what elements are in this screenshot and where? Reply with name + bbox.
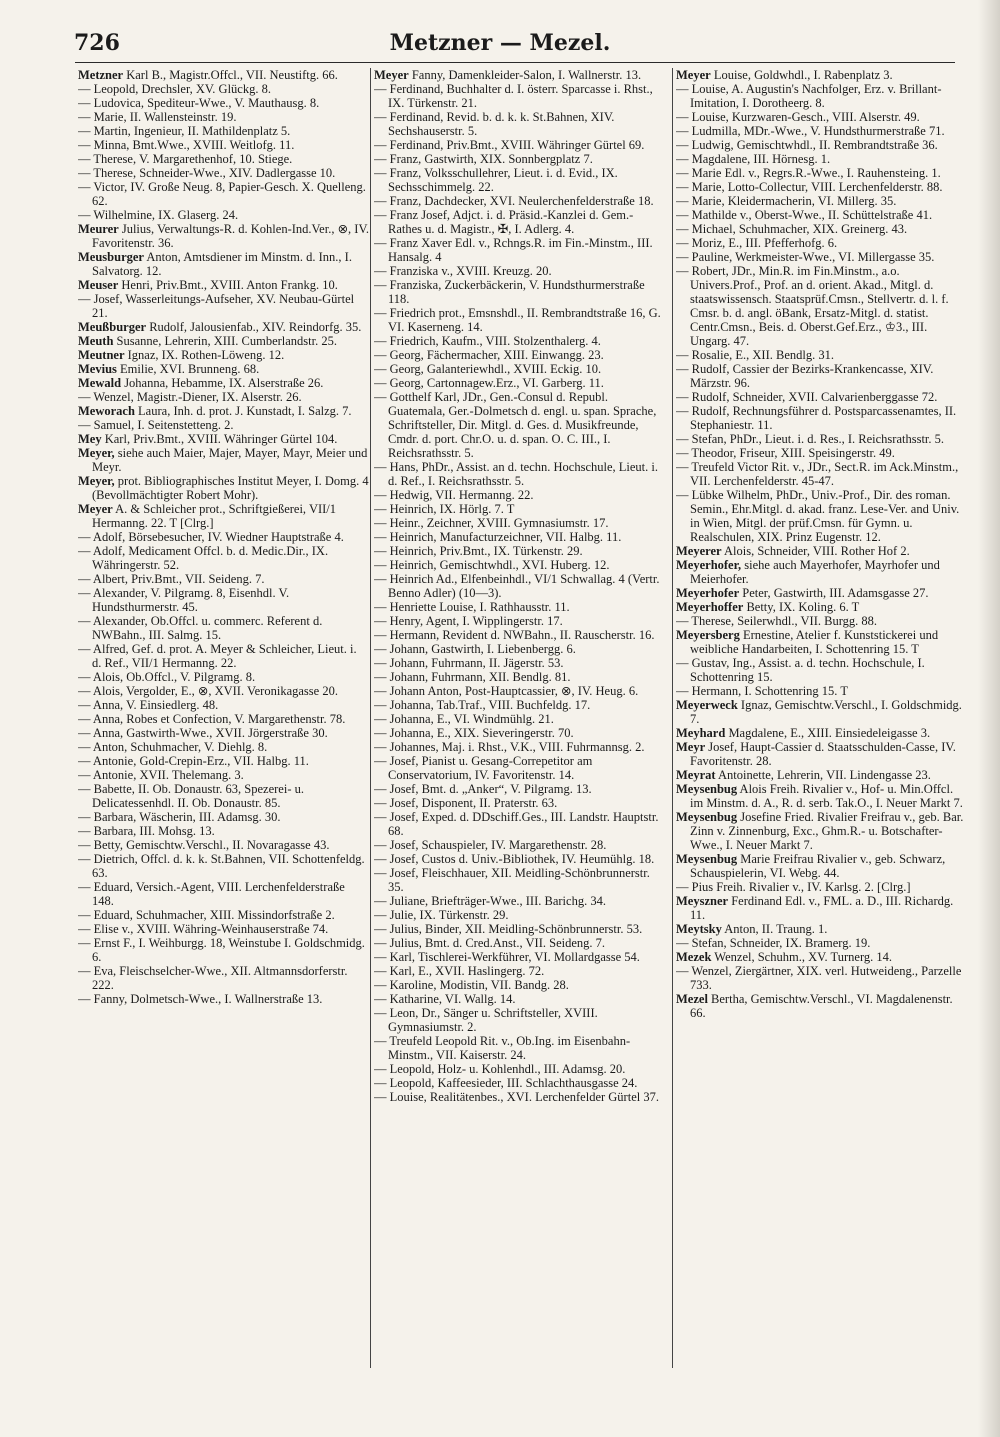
- entry-surname: Metzner: [78, 68, 124, 82]
- directory-entry: — Franziska, Zuckerbäckerin, V. Hundsthurmerstraße 118.: [374, 278, 645, 306]
- entry-surname: Mezek: [676, 950, 712, 964]
- directory-entry: — Therese, Schneider-Wwe., XIV. Dadlergasse 10.: [78, 166, 336, 180]
- directory-entry: — Ludmilla, MDr.-Wwe., V. Hundsthurmerstraße 71.: [676, 124, 945, 138]
- directory-entry: Meyersberg Ernestine, Atelier f. Kunststickerei und weibliche Handarbeiten, I. Schottenring 15. T: [676, 628, 939, 656]
- directory-entry: — Johann, Fuhrmann, XII. Bendlg. 81.: [374, 670, 571, 684]
- entry-surname: Mevius: [78, 362, 117, 376]
- directory-entry: — Albert, Priv.Bmt., VII. Seideng. 7.: [78, 572, 265, 586]
- directory-entry: Meyer Fanny, Damenkleider-Salon, I. Wallnerstr. 13.: [374, 68, 642, 82]
- directory-entry: — Julius, Binder, XII. Meidling-Schönbrunnerstr. 53.: [374, 922, 643, 936]
- entry-surname: Mewald: [78, 376, 122, 390]
- entry-surname: Meyersberg: [676, 628, 740, 642]
- directory-entry: — Johann, Gastwirth, I. Liebenbergg. 6.: [374, 642, 576, 656]
- directory-entry: — Friedrich prot., Emsnshdl., II. Rembrandtstraße 16, G. VI. Kaserneng. 14.: [374, 306, 661, 334]
- directory-entry: — Treufeld Victor Rit. v., JDr., Sect.R. im Ack.Minstm., VII. Lerchenfelderstr. 45-47.: [676, 460, 959, 488]
- directory-entry: — Hedwig, VII. Hermanng. 22.: [374, 488, 534, 502]
- entry-surname: Meuser: [78, 278, 119, 292]
- directory-entry: — Anna, Gastwirth-Wwe., XVII. Jörgerstraße 30.: [78, 726, 328, 740]
- directory-entry: — Franz, Dachdecker, XVI. Neulerchenfelderstraße 18.: [374, 194, 654, 208]
- entry-surname: Meyer,: [78, 474, 115, 488]
- directory-entry: — Louise, Kurzwaren-Gesch., VIII. Alserstr. 49.: [676, 110, 920, 124]
- directory-entry: — Franziska v., XVIII. Kreuzg. 20.: [374, 264, 552, 278]
- directory-entry: — Rudolf, Cassier der Bezirks-Krankencasse, XIV. Märzstr. 96.: [676, 362, 934, 390]
- directory-entry: Mevius Emilie, XVI. Brunneng. 68.: [78, 362, 260, 376]
- directory-entry: — Rudolf, Schneider, XVII. Calvarienberggasse 72.: [676, 390, 938, 404]
- directory-entry: — Alois, Ob.Offcl., V. Pilgramg. 8.: [78, 670, 256, 684]
- directory-entry: — Leopold, Drechsler, XV. Glückg. 8.: [78, 82, 271, 96]
- directory-entry: — Heinrich, Gemischtwhdl., XVI. Huberg. 12.: [374, 558, 610, 572]
- directory-entry: — Anton, Schuhmacher, V. Diehlg. 8.: [78, 740, 268, 754]
- directory-entry: — Johanna, E., VI. Windmühlg. 21.: [374, 712, 554, 726]
- directory-entry: — Johanna, E., XIX. Sieveringerstr. 70.: [374, 726, 574, 740]
- directory-entry: — Louise, A. Augustin's Nachfolger, Erz. v. Brillant-Imitation, I. Dorotheerg. 8.: [676, 82, 942, 110]
- directory-entry: — Ferdinand, Revid. b. d. k. k. St.Bahnen, XIV. Sechshauserstr. 5.: [374, 110, 615, 138]
- directory-entry: — Friedrich, Kaufm., VIII. Stolzenthalerg. 4.: [374, 334, 601, 348]
- directory-entry: — Mathilde v., Oberst-Wwe., II. Schüttelstraße 41.: [676, 208, 933, 222]
- directory-entry: — Julie, IX. Türkenstr. 29.: [374, 908, 509, 922]
- directory-entry: Mewald Johanna, Hebamme, IX. Alserstraße 26.: [78, 376, 324, 390]
- directory-entry: — Alfred, Gef. d. prot. A. Meyer & Schleicher, Lieut. i. d. Ref., VII/1 Hermanng. 22.: [78, 642, 357, 670]
- directory-entry: — Rosalie, E., XII. Bendlg. 31.: [676, 348, 834, 362]
- directory-entry: — Josef, Wasserleitungs-Aufseher, XV. Neubau-Gürtel 21.: [78, 292, 355, 320]
- directory-entry: Meutner Ignaz, IX. Rothen-Löweng. 12.: [78, 348, 285, 362]
- entry-surname: Mezel: [676, 992, 708, 1006]
- directory-entry: Meyerweck Ignaz, Gemischtw.Verschl., I. Goldschmidg. 7.: [676, 698, 962, 726]
- directory-entry: — Barbara, Wäscherin, III. Adamsg. 30.: [78, 810, 281, 824]
- entry-surname: Meysenbug: [676, 852, 738, 866]
- directory-entry: — Adolf, Börsebesucher, IV. Wiedner Hauptstraße 4.: [78, 530, 344, 544]
- directory-entry: — Henriette Louise, I. Rathhausstr. 11.: [374, 600, 570, 614]
- directory-entry: — Alexander, V. Pilgramg. 8, Eisenhdl. V. Hundsthurmerstr. 45.: [78, 586, 290, 614]
- page-header: [0, 0, 1000, 60]
- directory-entry: — Heinrich, IX. Hörlg. 7. T: [374, 502, 515, 516]
- directory-entry: — Alois, Vergolder, E., ⊗, XVII. Veronikagasse 20.: [78, 684, 338, 698]
- directory-entry: — Pauline, Werkmeister-Wwe., VI. Millergasse 35.: [676, 250, 935, 264]
- column-3: [676, 68, 967, 1368]
- column-divider-1: [370, 68, 371, 1368]
- directory-entry: Meyhard Magdalene, E., XIII. Einsiedeleigasse 3.: [676, 726, 931, 740]
- entry-surname: Meyr: [676, 740, 706, 754]
- directory-entry: — Alexander, Ob.Offcl. u. commerc. Referent d. NWBahn., III. Salmg. 15.: [78, 614, 323, 642]
- directory-entry: — Adolf, Medicament Offcl. b. d. Medic.Dir., IX. Währingerstr. 52.: [78, 544, 329, 572]
- directory-entry: — Heinrich Ad., Elfenbeinhdl., VI/1 Schwallag. 4 (Vertr. Benno Adler) (10—3).: [374, 572, 660, 600]
- directory-entry: — Josef, Fleischhauer, XII. Meidling-Schönbrunnerstr. 35.: [374, 866, 650, 894]
- directory-entry: — Marie, II. Wallensteinstr. 19.: [78, 110, 237, 124]
- directory-entry: Meuser Henri, Priv.Bmt., XVIII. Anton Frankg. 10.: [78, 278, 338, 292]
- directory-entry: — Josef, Exped. d. DDschiff.Ges., III. Landstr. Hauptstr. 68.: [374, 810, 659, 838]
- directory-entry: — Fanny, Dolmetsch-Wwe., I. Wallnerstraße 13.: [78, 992, 323, 1006]
- directory-entry: Meyrat Antoinette, Lehrerin, VII. Lindengasse 23.: [676, 768, 931, 782]
- directory-entry: — Rudolf, Rechnungsführer d. Postsparcassenamtes, II. Stephaniestr. 11.: [676, 404, 957, 432]
- directory-entry: — Hans, PhDr., Assist. an d. techn. Hochschule, Lieut. i. d. Ref., I. Reichsrathsstr. 5.: [374, 460, 658, 488]
- directory-entry: — Anna, Robes et Confection, V. Margarethenstr. 78.: [78, 712, 346, 726]
- directory-entry: Meworach Laura, Inh. d. prot. J. Kunstadt, I. Salzg. 7.: [78, 404, 352, 418]
- directory-entry: — Pius Freih. Rivalier v., IV. Karlsg. 2. [Clrg.]: [676, 880, 911, 894]
- entry-surname: Meyerhoffer: [676, 600, 744, 614]
- directory-entry: — Elise v., XVIII. Währing-Weinhauserstraße 74.: [78, 922, 329, 936]
- entry-surname: Meuth: [78, 334, 114, 348]
- entry-surname: Meyer: [374, 68, 409, 82]
- directory-entry: — Hermann, I. Schottenring 15. T: [676, 684, 848, 698]
- entry-surname: Meyerhofer,: [676, 558, 742, 572]
- entry-surname: Meyhard: [676, 726, 726, 740]
- entry-surname: Meyszner: [676, 894, 729, 908]
- directory-entry: — Johannes, Maj. i. Rhst., V.K., VIII. Fuhrmannsg. 2.: [374, 740, 645, 754]
- page-edge-shadow: [978, 0, 1000, 1437]
- directory-entry: — Karoline, Modistin, VII. Bandg. 28.: [374, 978, 569, 992]
- entry-surname: Mey: [78, 432, 102, 446]
- directory-entry: — Minna, Bmt.Wwe., XVIII. Weitlofg. 11.: [78, 138, 295, 152]
- directory-entry: — Heinrich, Priv.Bmt., IX. Türkenstr. 29.: [374, 544, 583, 558]
- directory-entry: — Franz, Gastwirth, XIX. Sonnbergplatz 7.: [374, 152, 593, 166]
- directory-entry: — Barbara, III. Mohsg. 13.: [78, 824, 215, 838]
- directory-entry: Meysenbug Alois Freih. Rivalier v., Hof- u. Min.Offcl. im Minstm. d. A., R. d. serb. Tak.O., I. Neuer Markt 7.: [676, 782, 963, 810]
- directory-entry: Mey Karl, Priv.Bmt., XVIII. Währinger Gürtel 104.: [78, 432, 338, 446]
- directory-entry: Meyer, prot. Bibliographisches Institut Meyer, I. Domg. 4 (Bevollmächtigter Robert Mohr).: [78, 474, 369, 502]
- entry-surname: Meyerhofer: [676, 586, 740, 600]
- directory-entry: Meyer Louise, Goldwhdl., I. Rabenplatz 3.: [676, 68, 893, 82]
- directory-entry: Meußburger Rudolf, Jalousienfab., XIV. Reindorfg. 35.: [78, 320, 362, 334]
- directory-entry: — Henry, Agent, I. Wipplingerstr. 17.: [374, 614, 563, 628]
- directory-entry: Meyszner Ferdinand Edl. v., FML. a. D., III. Richardg. 11.: [676, 894, 954, 922]
- directory-entry: — Stefan, Schneider, IX. Bramerg. 19.: [676, 936, 871, 950]
- directory-entry: — Ludwig, Gemischtwhdl., II. Rembrandtstraße 36.: [676, 138, 938, 152]
- directory-entry: Metzner Karl B., Magistr.Offcl., VII. Neustiftg. 66.: [78, 68, 338, 82]
- directory-entry: — Johanna, Tab.Traf., VIII. Buchfeldg. 17.: [374, 698, 591, 712]
- directory-entry: Meyr Josef, Haupt-Cassier d. Staatsschulden-Casse, IV. Favoritenstr. 28.: [676, 740, 956, 768]
- directory-entry: — Wilhelmine, IX. Glaserg. 24.: [78, 208, 239, 222]
- directory-entry: — Julius, Bmt. d. Cred.Anst., VII. Seideng. 7.: [374, 936, 606, 950]
- directory-entry: — Leopold, Kaffeesieder, III. Schlachthausgasse 24.: [374, 1076, 638, 1090]
- entry-surname: Meyerer: [676, 544, 722, 558]
- directory-entry: — Ludovica, Spediteur-Wwe., V. Mauthausg. 8.: [78, 96, 320, 110]
- directory-entry: Meyerer Alois, Schneider, VIII. Rother Hof 2.: [676, 544, 910, 558]
- directory-entry: — Leopold, Holz- u. Kohlenhdl., III. Adamsg. 20.: [374, 1062, 626, 1076]
- page-number: 726: [74, 30, 120, 56]
- directory-entry: — Martin, Ingenieur, II. Mathildenplatz 5.: [78, 124, 291, 138]
- entry-surname: Meytsky: [676, 922, 722, 936]
- directory-entry: Meurer Julius, Verwaltungs-R. d. Kohlen-Ind.Ver., ⊗, IV. Favoritenstr. 36.: [78, 222, 369, 250]
- directory-entry: — Michael, Schuhmacher, XIX. Greinerg. 43.: [676, 222, 908, 236]
- directory-entry: — Wenzel, Magistr.-Diener, IX. Alserstr. 26.: [78, 390, 302, 404]
- header-rule: [75, 62, 955, 63]
- directory-entry: — Eva, Fleischselcher-Wwe., XII. Altmannsdorferstr. 222.: [78, 964, 348, 992]
- directory-entry: — Gustav, Ing., Assist. a. d. techn. Hochschule, I. Schottenring 15.: [676, 656, 925, 684]
- directory-entry: — Josef, Disponent, II. Praterstr. 63.: [374, 796, 558, 810]
- directory-entry: — Antonie, Gold-Crepin-Erz., VII. Halbg. 11.: [78, 754, 309, 768]
- directory-entry: — Heinr., Zeichner, XVIII. Gymnasiumstr. 17.: [374, 516, 609, 530]
- directory-entry: — Wenzel, Ziergärtner, XIX. verl. Hutweideng., Parzelle 733.: [676, 964, 962, 992]
- directory-entry: — Georg, Galanteriewhdl., XVIII. Eckig. 10.: [374, 362, 602, 376]
- directory-entry: — Leon, Dr., Sänger u. Schriftsteller, XVIII. Gymnasiumstr. 2.: [374, 1006, 598, 1034]
- directory-entry: — Magdalene, III. Hörnesg. 1.: [676, 152, 831, 166]
- directory-entry: — Theodor, Friseur, XIII. Speisingerstr. 49.: [676, 446, 895, 460]
- directory-entry: Meyerhoffer Betty, IX. Koling. 6. T: [676, 600, 860, 614]
- directory-entry: — Marie, Lotto-Collectur, VIII. Lerchenfelderstr. 88.: [676, 180, 943, 194]
- directory-entry: — Katharine, VI. Wallg. 14.: [374, 992, 516, 1006]
- directory-entry: — Eduard, Schuhmacher, XIII. Missindorfstraße 2.: [78, 908, 335, 922]
- directory-entry: — Hermann, Revident d. NWBahn., II. Rauscherstr. 16.: [374, 628, 655, 642]
- directory-entry: — Marie, Kleidermacherin, VI. Millerg. 35.: [676, 194, 897, 208]
- directory-entry: — Josef, Custos d. Univ.-Bibliothek, IV. Heumühlg. 18.: [374, 852, 655, 866]
- directory-entry: — Treufeld Leopold Rit. v., Ob.Ing. im Eisenbahn-Minstm., VII. Kaiserstr. 24.: [374, 1034, 631, 1062]
- entry-surname: Meurer: [78, 222, 119, 236]
- entry-surname: Meysenbug: [676, 810, 738, 824]
- directory-entry: — Marie Edl. v., Regrs.R.-Wwe., I. Rauhensteing. 1.: [676, 166, 941, 180]
- directory-entry: — Josef, Bmt. d. „Anker“, V. Pilgramg. 13.: [374, 782, 592, 796]
- directory-entry: — Johann, Fuhrmann, II. Jägerstr. 53.: [374, 656, 564, 670]
- directory-entry: — Anna, V. Einsiedlerg. 48.: [78, 698, 219, 712]
- directory-entry: Meuth Susanne, Lehrerin, XIII. Cumberlandstr. 25.: [78, 334, 337, 348]
- column-1: [78, 68, 369, 1368]
- directory-entry: — Georg, Cartonnagew.Erz., VI. Garberg. 11.: [374, 376, 604, 390]
- directory-entry: — Dietrich, Offcl. d. k. k. St.Bahnen, VII. Schottenfeldg. 63.: [78, 852, 365, 880]
- entry-surname: Meyer: [676, 68, 711, 82]
- directory-entry: — Moriz, E., III. Pfefferhofg. 6.: [676, 236, 838, 250]
- directory-entry: — Josef, Schauspieler, IV. Margarethenstr. 28.: [374, 838, 607, 852]
- directory-entry: — Betty, Gemischtw.Verschl., II. Novaragasse 43.: [78, 838, 330, 852]
- entry-surname: Meyer,: [78, 446, 115, 460]
- directory-entry: Meyerhofer, siehe auch Mayerhofer, Mayrhofer und Meierhofer.: [676, 558, 940, 586]
- directory-entry: — Lübke Wilhelm, PhDr., Univ.-Prof., Dir. des roman. Semin., Ehr.Mitgl. d. akad. franz. Lese-Ver. and Univ. in Wien, Mitgl. der prüf.Cmsn. für Gymn. u. Realschulen, XIX. Prinz Eugenstr. 12.: [676, 488, 960, 544]
- directory-entry: Mezek Wenzel, Schuhm., XV. Turnerg. 14.: [676, 950, 893, 964]
- directory-entry: — Stefan, PhDr., Lieut. i. d. Res., I. Reichsrathsstr. 5.: [676, 432, 945, 446]
- column-divider-2: [672, 68, 673, 1368]
- directory-entry: — Antonie, XVII. Thelemang. 3.: [78, 768, 244, 782]
- directory-entry: Meysenbug Josefine Fried. Rivalier Freifrau v., geb. Bar. Zinn v. Zinnenburg, Exc., Ghm.R.- u. Botschafter-Wwe., I. Neuer Markt 7.: [676, 810, 964, 852]
- directory-entry: — Heinrich, Manufacturzeichner, VII. Halbg. 11.: [374, 530, 622, 544]
- directory-entry: — Eduard, Versich.-Agent, VIII. Lerchenfelderstraße 148.: [78, 880, 345, 908]
- directory-entry: — Gotthelf Karl, JDr., Gen.-Consul d. Republ. Guatemala, Ger.-Dolmetsch d. engl. u. span. Sprache, Schriftsteller, Dir. Mitgl. d. Ges. d. Musikfreunde, Cmdr. d. port. Chr.O. u. d. span. O. C. III., I. Reichsrathsstr. 5.: [374, 390, 657, 460]
- directory-entry: Meusburger Anton, Amtsdiener im Minstm. d. Inn., I. Salvatorg. 12.: [78, 250, 352, 278]
- directory-entry: — Therese, V. Margarethenhof, 10. Stiege.: [78, 152, 293, 166]
- directory-entry: — Franz Josef, Adjct. i. d. Präsid.-Kanzlei d. Gem.-Rathes u. d. Magistr., ✠, I. Adlerg. 4.: [374, 208, 634, 236]
- directory-entry: — Franz, Volksschullehrer, Lieut. i. d. Evid., IX. Sechsschimmelg. 22.: [374, 166, 618, 194]
- directory-entry: — Johann Anton, Post-Hauptcassier, ⊗, IV. Heug. 6.: [374, 684, 639, 698]
- directory-entry: — Juliane, Briefträger-Wwe., III. Barichg. 34.: [374, 894, 606, 908]
- directory-entry: — Samuel, I. Seitenstetteng. 2.: [78, 418, 234, 432]
- entry-surname: Meyerweck: [676, 698, 738, 712]
- directory-entry: — Therese, Seilerwhdl., VII. Burgg. 88.: [676, 614, 878, 628]
- column-2: [374, 68, 665, 1368]
- entry-surname: Meyer: [78, 502, 113, 516]
- directory-entry: — Louise, Realitätenbes., XVI. Lerchenfelder Gürtel 37.: [374, 1090, 659, 1104]
- directory-entry: Meytsky Anton, II. Traung. 1.: [676, 922, 828, 936]
- directory-entry: Meyer A. & Schleicher prot., Schriftgießerei, VII/1 Hermanng. 22. T [Clrg.]: [78, 502, 337, 530]
- entry-surname: Meyrat: [676, 768, 716, 782]
- directory-entry: — Ferdinand, Buchhalter d. I. österr. Sparcasse i. Rhst., IX. Türkenstr. 21.: [374, 82, 653, 110]
- entry-surname: Meusburger: [78, 250, 144, 264]
- directory-entry: — Josef, Pianist u. Gesang-Correpetitor am Conservatorium, IV. Favoritenstr. 14.: [374, 754, 593, 782]
- directory-entry: — Robert, JDr., Min.R. im Fin.Minstm., a.o. Univers.Prof., Prof. an d. orient. Akad., Mitgl. d. staatswissensch. Staatsprüf.Cmsn., Stellvertr. d. l. f. Cmsr. b. d. angl. öBank, Ersatz-Mitgl. d. statist. Centr.Cmsn., Beis. d. Oberst.Gef.Erz., ♔3., III. Ungarg. 47.: [676, 264, 949, 348]
- directory-entry: — Karl, E., XVII. Haslingerg. 72.: [374, 964, 545, 978]
- directory-entry: — Babette, II. Ob. Donaustr. 63, Spezerei- u. Delicatessenhdl. II. Ob. Donaustr. 85.: [78, 782, 304, 810]
- running-head: Metzner — Mezel.: [389, 30, 611, 56]
- directory-entry: — Ernst F., I. Weihburgg. 18, Weinstube I. Goldschmidg. 6.: [78, 936, 365, 964]
- directory-entry: — Ferdinand, Priv.Bmt., XVIII. Währinger Gürtel 69.: [374, 138, 645, 152]
- directory-entry: Meyer, siehe auch Maier, Majer, Mayer, Mayr, Meier und Meyr.: [78, 446, 368, 474]
- directory-entry: Meysenbug Marie Freifrau Rivalier v., geb. Schwarz, Schauspielerin, VI. Webg. 44.: [676, 852, 946, 880]
- directory-entry: Mezel Bertha, Gemischtw.Verschl., VI. Magdalenenstr. 66.: [676, 992, 953, 1020]
- entry-surname: Meysenbug: [676, 782, 738, 796]
- directory-entry: — Victor, IV. Große Neug. 8, Papier-Gesch. X. Quelleng. 62.: [78, 180, 366, 208]
- entry-surname: Meußburger: [78, 320, 147, 334]
- directory-entry: — Franz Xaver Edl. v., Rchngs.R. im Fin.-Minstm., III. Hansalg. 4: [374, 236, 653, 264]
- directory-entry: — Georg, Fächermacher, XIII. Einwangg. 23.: [374, 348, 604, 362]
- entry-surname: Meutner: [78, 348, 125, 362]
- entry-surname: Meworach: [78, 404, 135, 418]
- directory-entry: Meyerhofer Peter, Gastwirth, III. Adamsgasse 27.: [676, 586, 929, 600]
- directory-entry: — Karl, Tischlerei-Werkführer, VI. Mollardgasse 54.: [374, 950, 640, 964]
